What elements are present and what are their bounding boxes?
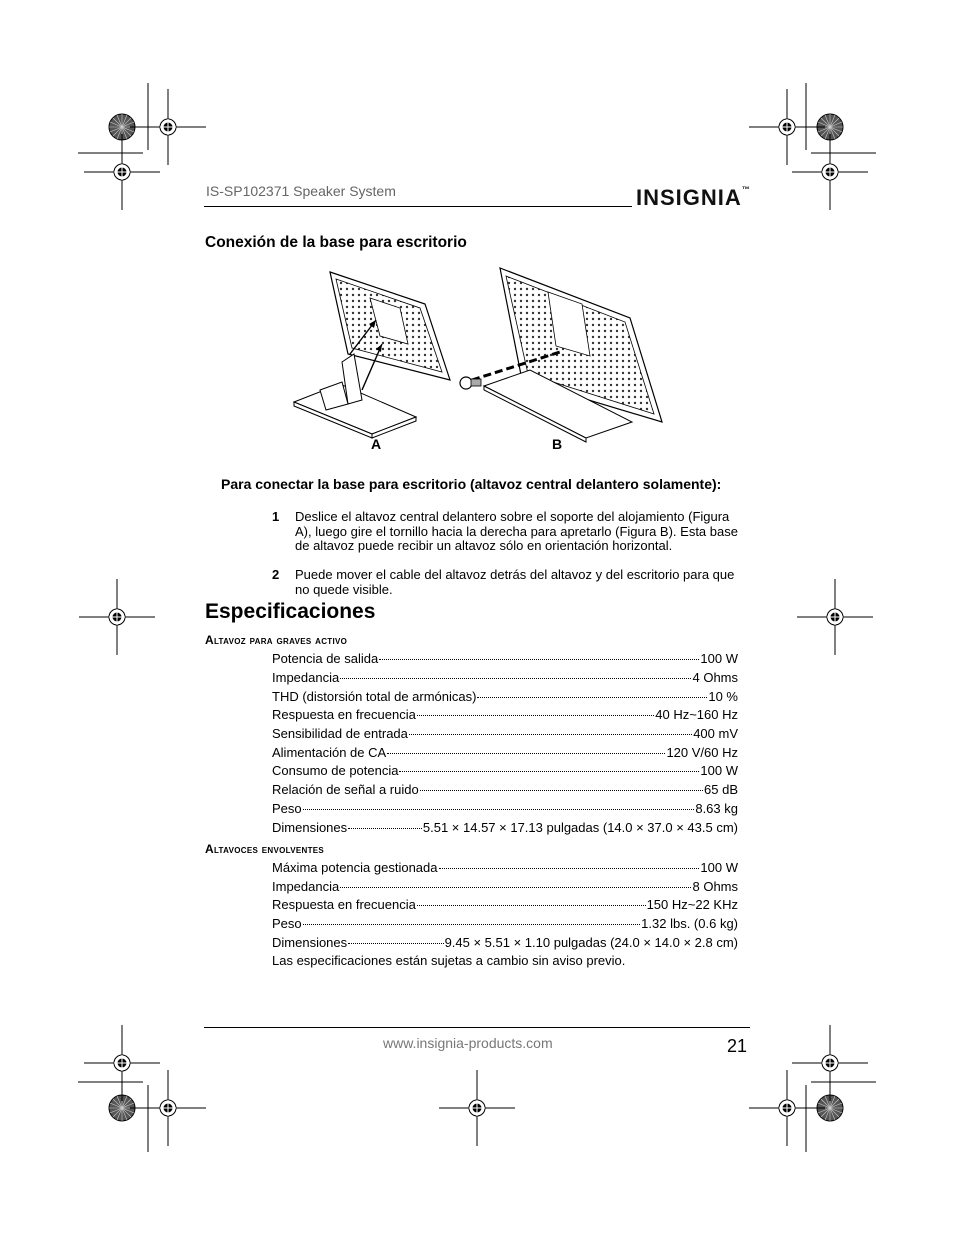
spec-value: 65 dB xyxy=(704,782,738,797)
desk-stand-figure xyxy=(290,262,670,452)
spec-label: Máxima potencia gestionada xyxy=(272,860,438,875)
spec-value: 100 W xyxy=(700,651,738,666)
spec-value: 10 % xyxy=(708,689,738,704)
leader-dots xyxy=(417,714,654,716)
spec-value: 120 V/60 Hz xyxy=(666,745,738,760)
spec-row xyxy=(272,934,738,952)
spec-label: Potencia de salida xyxy=(272,651,379,666)
spec-value: 5.51 × 14.57 × 17.13 pulgadas (14.0 × 37.0 × 43.5 cm) xyxy=(422,820,738,835)
leader-dots xyxy=(348,827,422,829)
spec-row xyxy=(272,650,738,668)
spec-label: Respuesta en frecuencia xyxy=(272,707,416,722)
leader-dots xyxy=(340,886,691,888)
spec-value: 40 Hz~160 Hz xyxy=(655,707,738,722)
spec-label: Peso xyxy=(272,801,302,816)
spec-label: Alimentación de CA xyxy=(272,745,387,760)
spec-label: THD (distorsión total de armónicas) xyxy=(272,689,477,704)
spec-label: Sensibilidad de entrada xyxy=(272,726,408,741)
spec-row xyxy=(272,859,738,877)
leader-dots xyxy=(399,770,699,772)
spec-value: 4 Ohms xyxy=(692,670,738,685)
speaker-stand-illustration xyxy=(290,262,670,452)
leader-dots xyxy=(379,658,699,660)
step-text: Deslice el altavoz central delantero sobre el soporte del alojamiento (Figura A), luego gire el tornillo hacia la derecha para apretarlo (Figura B). Esta base de altavoz puede recibir un altavoz sólo en orientación horizontal. xyxy=(295,509,738,553)
spec-value: 8.63 kg xyxy=(695,801,738,816)
leader-dots xyxy=(303,808,695,810)
leader-dots xyxy=(420,789,703,791)
leader-dots xyxy=(340,677,691,679)
spec-value: 400 mV xyxy=(693,726,738,741)
spec-label: Relación de señal a ruido xyxy=(272,782,419,797)
spec-row xyxy=(272,669,738,687)
spec-row xyxy=(272,915,738,933)
procedure-title: Para conectar la base para escritorio (altavoz central delantero solamente): xyxy=(221,476,722,492)
spec-value: 9.45 × 5.51 × 1.10 pulgadas (24.0 × 14.0 × 2.8 cm) xyxy=(444,935,738,950)
figure-a-label: A xyxy=(371,436,382,452)
spec-row xyxy=(272,878,738,896)
leader-dots xyxy=(477,696,707,698)
spec-label: Respuesta en frecuencia xyxy=(272,897,416,912)
header-rule xyxy=(204,206,632,207)
leader-dots xyxy=(439,867,700,869)
spec-label: Dimensiones xyxy=(272,935,348,950)
spec-row xyxy=(272,744,738,762)
page-number: 21 xyxy=(727,1036,748,1056)
step-number: 2 xyxy=(272,567,280,582)
footer-rule xyxy=(204,1027,750,1028)
spec-label: Impedancia xyxy=(272,670,340,685)
spec-row xyxy=(272,706,738,724)
leader-dots xyxy=(409,733,692,735)
leader-dots xyxy=(387,752,665,754)
section-heading: Conexión de la base para escritorio xyxy=(205,234,467,251)
trademark-symbol: ™ xyxy=(741,185,751,194)
spec-value: 100 W xyxy=(700,860,738,875)
leader-dots xyxy=(348,942,443,944)
spec-label: Dimensiones xyxy=(272,820,348,835)
figure-b-label: B xyxy=(552,436,563,452)
step-text: Puede mover el cable del altavoz detrás del altavoz y del escritorio para que no quede visible. xyxy=(295,567,735,597)
brand-logo-text: INSIGNIA xyxy=(636,185,742,210)
spec-row xyxy=(272,896,738,914)
spec-row xyxy=(272,762,738,780)
brand-logo xyxy=(636,185,751,211)
spec-value: 1.32 lbs. (0.6 kg) xyxy=(641,916,738,931)
spec-label: Consumo de potencia xyxy=(272,763,399,778)
specifications-note: Las especificaciones están sujetas a cambio sin aviso previo. xyxy=(272,953,626,968)
spec-label: Peso xyxy=(272,916,302,931)
leader-dots xyxy=(417,904,646,906)
step-number: 1 xyxy=(272,509,280,524)
spec-row xyxy=(272,819,738,837)
footer-url: www.insignia-products.com xyxy=(383,1035,553,1051)
spec-row xyxy=(272,800,738,818)
surround-subheading: Altavoces envolventes xyxy=(205,842,325,856)
subwoofer-subheading: Altavoz para graves activo xyxy=(205,633,348,647)
spec-row xyxy=(272,688,738,706)
spec-row xyxy=(272,725,738,743)
spec-value: 150 Hz~22 KHz xyxy=(646,897,738,912)
spec-row xyxy=(272,781,738,799)
spec-value: 100 W xyxy=(700,763,738,778)
spec-value: 8 Ohms xyxy=(692,879,738,894)
leader-dots xyxy=(303,923,641,925)
specifications-heading: Especificaciones xyxy=(205,600,376,623)
spec-label: Impedancia xyxy=(272,879,340,894)
header-title: IS-SP102371 Speaker System xyxy=(206,183,396,199)
